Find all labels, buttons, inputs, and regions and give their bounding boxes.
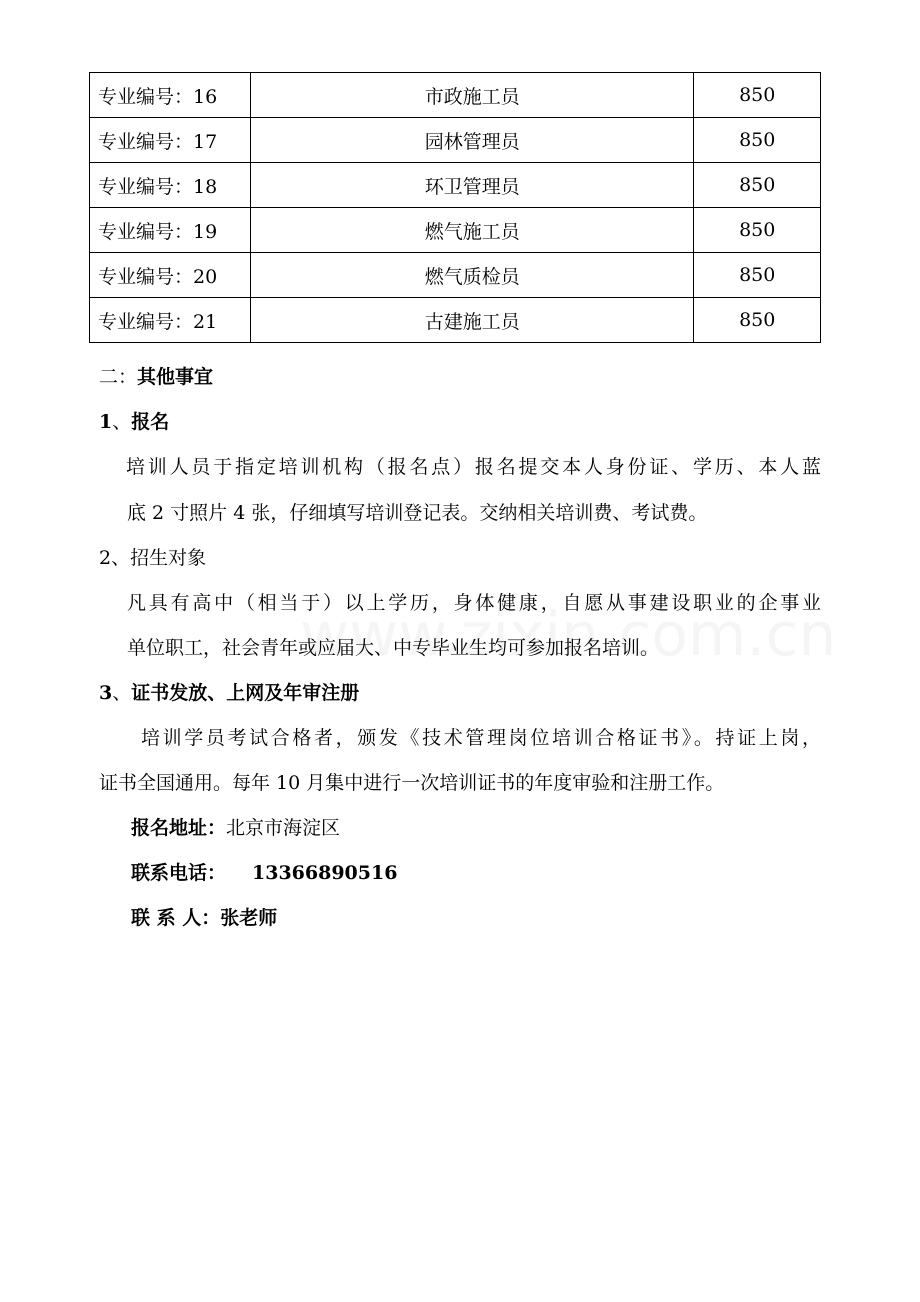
fee-table-body <box>90 73 821 343</box>
table-row <box>90 208 821 253</box>
row-fee: 850 <box>694 163 821 208</box>
item2-heading: 2、招生对象 <box>99 547 207 569</box>
item3-heading <box>99 680 359 706</box>
person-label: 联 系 人： <box>131 907 221 929</box>
watermark <box>300 600 836 670</box>
section-heading-other <box>99 364 213 390</box>
item1-number: 1 <box>99 411 113 433</box>
row-name: 古建施工员 <box>250 298 693 343</box>
row-name: 燃气施工员 <box>250 208 693 253</box>
row-code: 专业编号：16 <box>90 73 251 118</box>
contact-person <box>131 905 277 931</box>
table-row <box>90 163 821 208</box>
item3-number: 3 <box>99 682 113 704</box>
section-prefix: 二： <box>99 366 138 388</box>
item1-paragraph-line1: 培训人员于指定培训机构（报名点）报名提交本人身份证、学历、本人蓝 <box>126 456 821 478</box>
row-name: 环卫管理员 <box>250 163 693 208</box>
table-row <box>90 118 821 163</box>
item3-title: 证书发放、上网及年审注册 <box>131 682 360 704</box>
address-value: 北京市海淀区 <box>226 817 341 839</box>
item1-separator: 、 <box>112 411 132 433</box>
row-fee: 850 <box>694 208 821 253</box>
item3-paragraph-line2: 证书全国通用。每年 10 月集中进行一次培训证书的年度审验和注册工作。 <box>99 772 725 794</box>
table-row <box>90 253 821 298</box>
item1-title: 报名 <box>131 411 170 433</box>
contact-address <box>131 815 340 841</box>
row-name: 燃气质检员 <box>250 253 693 298</box>
section-title: 其他事宜 <box>137 366 214 388</box>
person-value: 张老师 <box>220 907 278 929</box>
row-code: 专业编号：18 <box>90 163 251 208</box>
table-row <box>90 298 821 343</box>
row-fee: 850 <box>694 118 821 163</box>
contact-phone <box>131 860 397 886</box>
row-code: 专业编号：21 <box>90 298 251 343</box>
item1-heading <box>99 409 169 435</box>
row-name: 园林管理员 <box>250 118 693 163</box>
row-name: 市政施工员 <box>250 73 693 118</box>
row-fee: 850 <box>694 73 821 118</box>
fee-table <box>89 72 821 343</box>
phone-label: 联系电话： <box>131 862 227 884</box>
row-code: 专业编号：19 <box>90 208 251 253</box>
item1-paragraph-line2: 底 2 寸照片 4 张，仔细填写培训登记表。交纳相关培训费、考试费。 <box>127 502 708 524</box>
item2-paragraph-line1: 凡具有高中（相当于）以上学历，身体健康，自愿从事建设职业的企事业 <box>127 592 821 614</box>
row-fee: 850 <box>694 298 821 343</box>
row-fee: 850 <box>694 253 821 298</box>
phone-value: 13366890516 <box>252 862 398 884</box>
row-code: 专业编号：20 <box>90 253 251 298</box>
item3-separator: 、 <box>112 682 132 704</box>
table-row <box>90 73 821 118</box>
item3-paragraph-line1: 培训学员考试合格者，颁发《技术管理岗位培训合格证书》。持证上岗， <box>141 727 821 749</box>
item2-paragraph-line2: 单位职工，社会青年或应届大、中专毕业生均可参加报名培训。 <box>127 637 660 659</box>
row-code: 专业编号：17 <box>90 118 251 163</box>
address-label: 报名地址： <box>131 817 227 839</box>
